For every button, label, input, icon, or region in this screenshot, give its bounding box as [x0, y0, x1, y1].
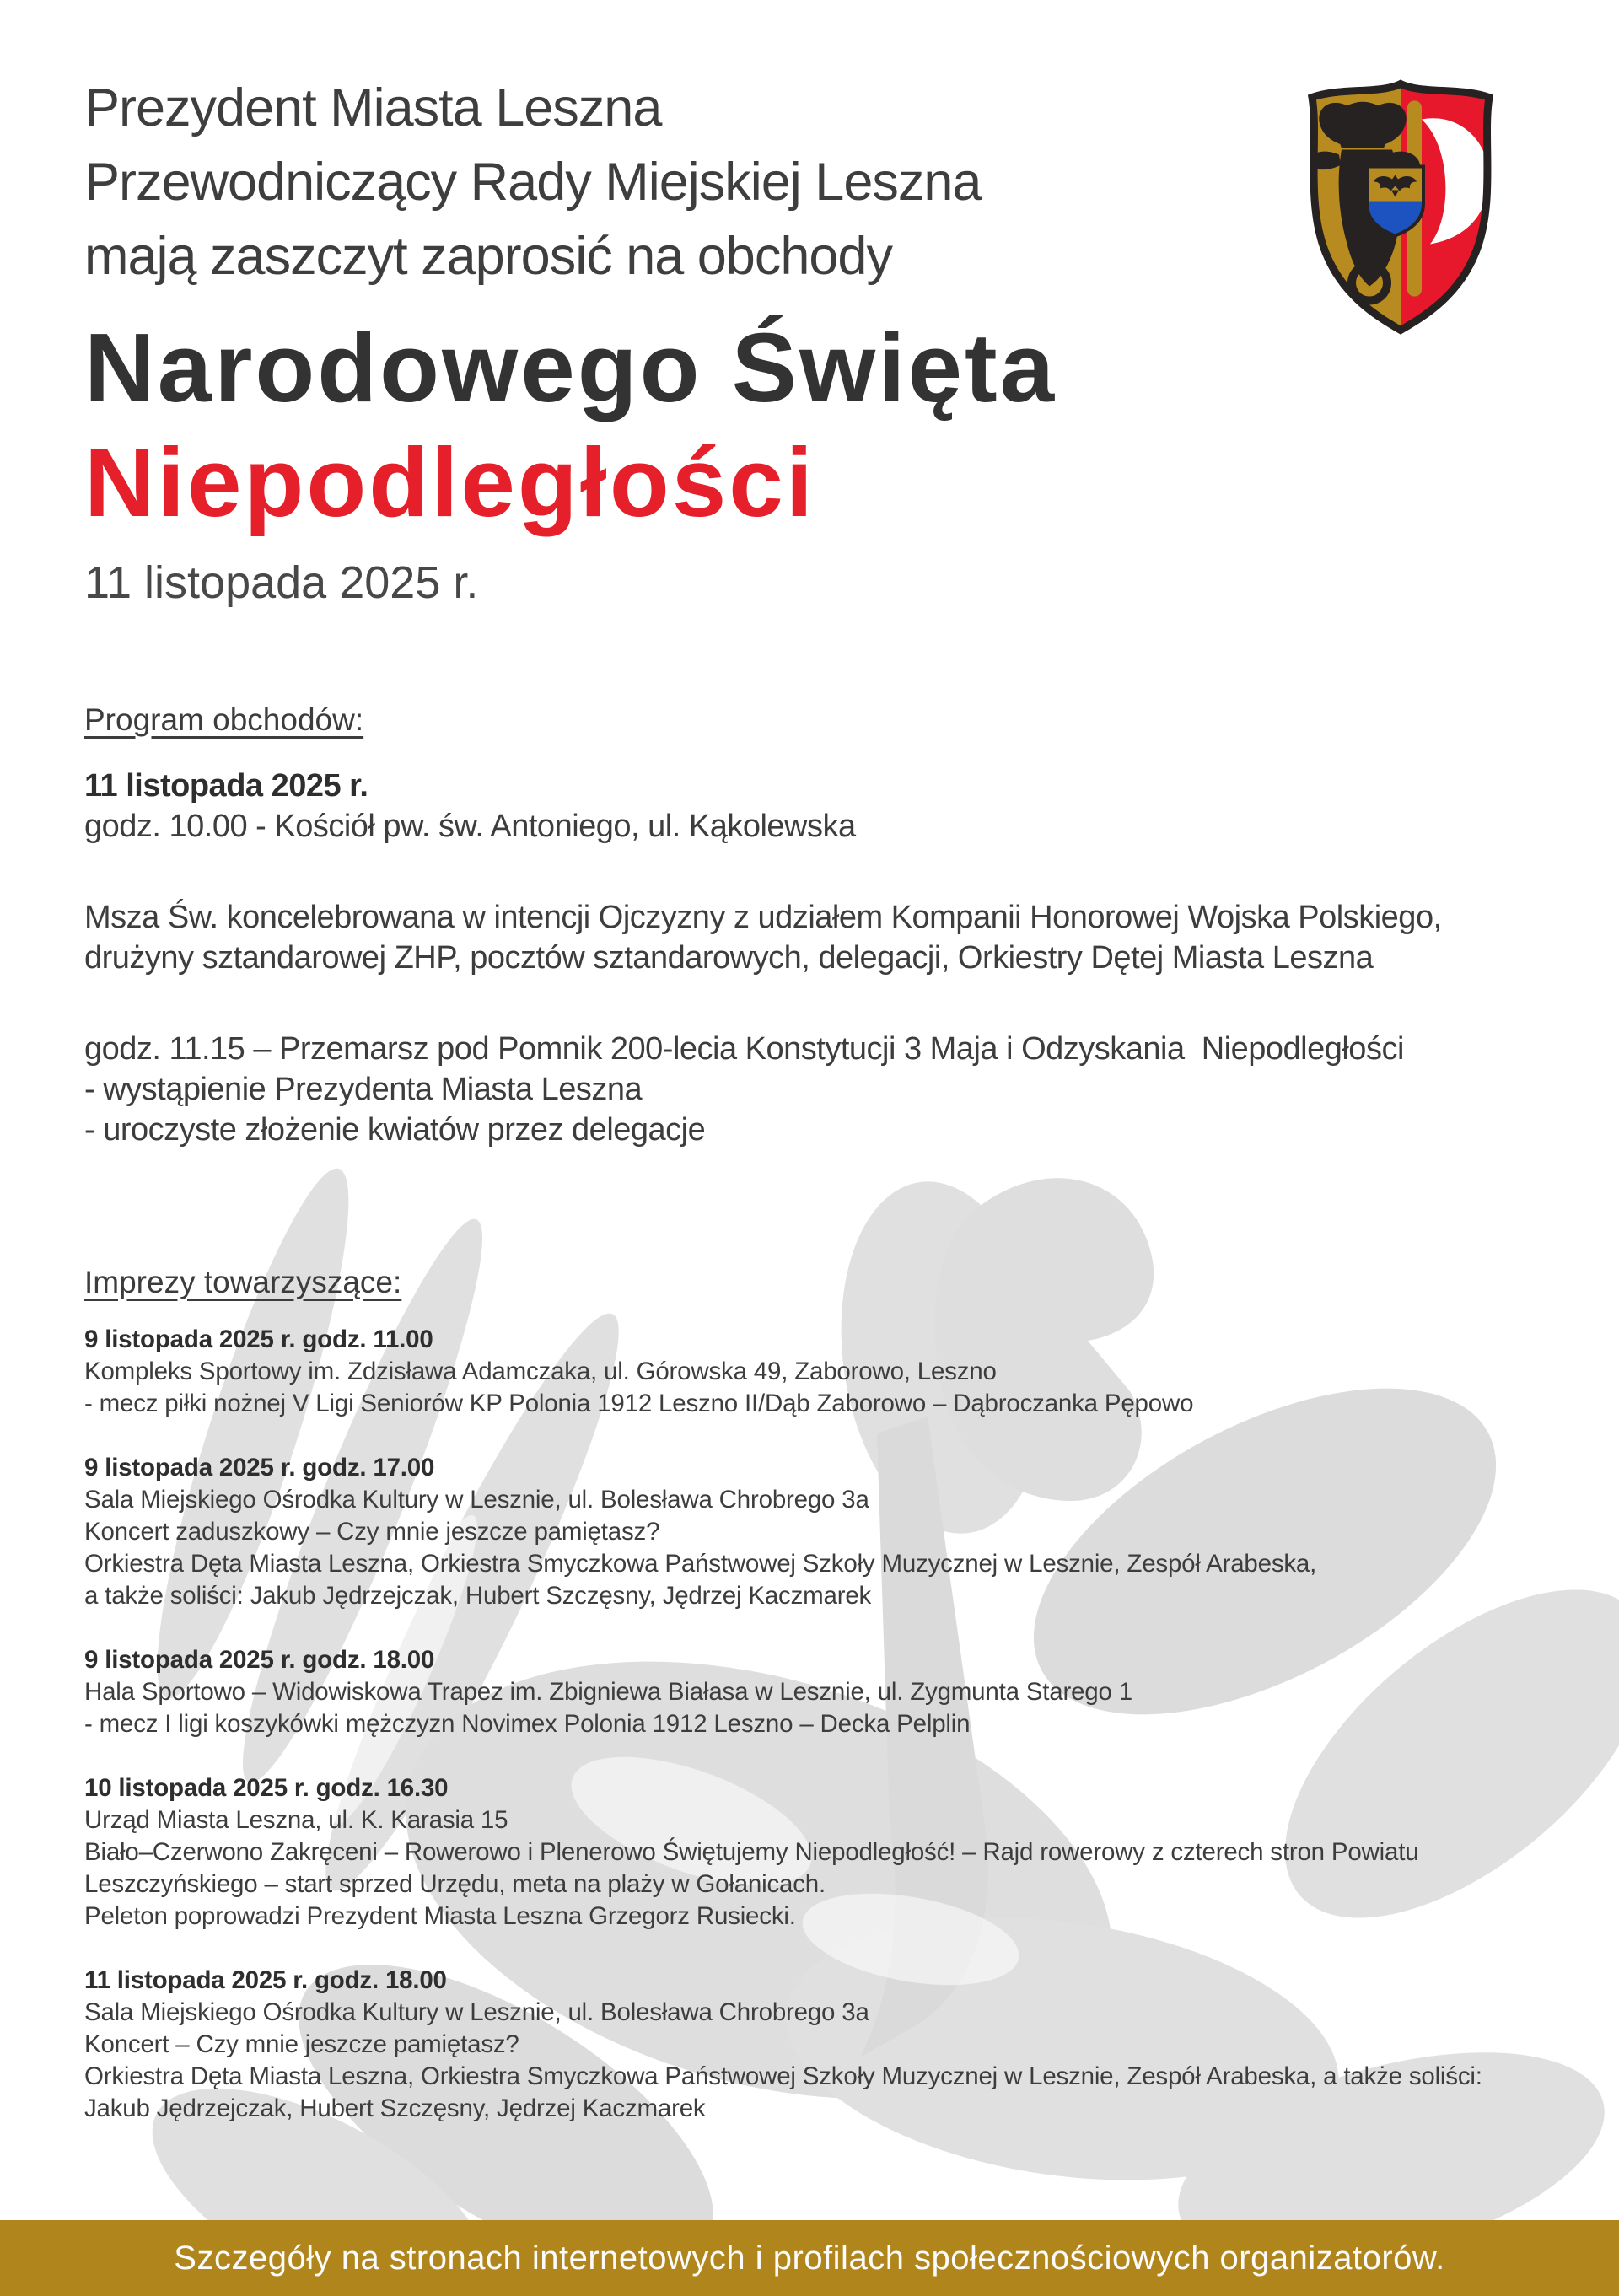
title-line-2: Niepodległości: [84, 427, 816, 537]
program-mass-line-1: Msza Św. koncelebrowana w intencji Ojczyzny z udziałem Kompanii Honorowej Wojska Polskiego,: [84, 900, 1442, 935]
event-title: 9 listopada 2025 r. godz. 17.00: [84, 1454, 435, 1481]
event-line: Sala Miejskiego Ośrodka Kultury w Lesznie, ul. Bolesława Chrobrego 3a: [84, 1998, 869, 2026]
event-line: Urząd Miasta Leszna, ul. K. Karasia 15: [84, 1806, 508, 1834]
event-line: Leszczyńskiego – start sprzed Urzędu, meta na plaży w Gołanicach.: [84, 1870, 826, 1898]
program-time-line: godz. 10.00 - Kościół pw. św. Antoniego, ul. Kąkolewska: [84, 809, 856, 844]
event-line: - mecz piłki nożnej V Ligi Seniorów KP Polonia 1912 Leszno II/Dąb Zaborowo – Dąbroczanka Pępowo: [84, 1390, 1194, 1417]
event-line: Koncert – Czy mnie jeszcze pamiętasz?: [84, 2030, 519, 2058]
event-title: 9 listopada 2025 r. godz. 18.00: [84, 1646, 435, 1674]
event-line: Orkiestra Dęta Miasta Leszna, Orkiestra Smyczkowa Państwowej Szkoły Muzycznej w Lesznie, Zespół Arabeska, a także soliści:: [84, 2062, 1482, 2090]
program-mass-line-2: drużyny sztandarowej ZHP, pocztów sztandarowych, delegacji, Orkiestry Dętej Miasta Leszna: [84, 940, 1374, 976]
program-march-line-2: - wystąpienie Prezydenta Miasta Leszna: [84, 1072, 643, 1107]
program-section-heading: Program obchodów:: [84, 702, 364, 737]
event-line: - mecz I ligi koszykówki mężczyzn Novimex Polonia 1912 Leszno – Decka Pelplin: [84, 1710, 971, 1738]
title-line-1: Narodowego Święta: [84, 313, 1057, 422]
events-list: [84, 1324, 1619, 2157]
program-body: [84, 766, 1619, 1150]
events-section-heading: Imprezy towarzyszące:: [84, 1265, 402, 1299]
event-line: Biało–Czerwono Zakręceni – Rowerowo i Plenerowo Świętujemy Niepodległość! – Rajd rowerowy z czterech stron Powiatu: [84, 1838, 1419, 1866]
footer-note: Szczegóły na stronach internetowych i profilach społecznościowych organizatorów.: [174, 2239, 1445, 2277]
invitation-header: [84, 71, 981, 293]
poster-title: [84, 310, 1057, 609]
header-line-3: mają zaszczyt zaprosić na obchody: [84, 227, 892, 286]
header-line-2: Przewodniczący Rady Miejskiej Leszna: [84, 153, 982, 212]
event-block: [84, 1452, 1619, 1612]
event-block: [84, 1965, 1619, 2125]
event-line: Jakub Jędrzejczak, Hubert Szczęsny, Jędrzej Kaczmarek: [84, 2094, 706, 2122]
event-block: [84, 1324, 1619, 1420]
event-block: [84, 1772, 1619, 1933]
title-date: 11 listopada 2025 r.: [84, 557, 479, 608]
event-block: [84, 1644, 1619, 1740]
event-line: Kompleks Sportowy im. Zdzisława Adamczaka, ul. Górowska 49, Zaborowo, Leszno: [84, 1358, 997, 1385]
event-line: a także soliści: Jakub Jędrzejczak, Hubert Szczęsny, Jędrzej Kaczmarek: [84, 1582, 872, 1610]
event-line: Hala Sportowo – Widowiskowa Trapez im. Zbigniewa Białasa w Lesznie, ul. Zygmunta Starego 1: [84, 1678, 1132, 1706]
event-title: 11 listopada 2025 r. godz. 18.00: [84, 1966, 447, 1994]
program-date-heading: 11 listopada 2025 r.: [84, 768, 368, 804]
footer-bar: [0, 2220, 1619, 2296]
event-title: 9 listopada 2025 r. godz. 11.00: [84, 1325, 433, 1353]
event-line: Orkiestra Dęta Miasta Leszna, Orkiestra Smyczkowa Państwowej Szkoły Muzycznej w Lesznie, Zespół Arabeska,: [84, 1550, 1317, 1578]
event-line: Peleton poprowadzi Prezydent Miasta Leszna Grzegorz Rusiecki.: [84, 1902, 796, 1930]
leszno-coat-of-arms: [1288, 74, 1513, 340]
event-line: Sala Miejskiego Ośrodka Kultury w Lesznie, ul. Bolesława Chrobrego 3a: [84, 1486, 869, 1514]
event-line: Koncert zaduszkowy – Czy mnie jeszcze pamiętasz?: [84, 1518, 660, 1546]
program-march-line-3: - uroczyste złożenie kwiatów przez delegacje: [84, 1112, 706, 1148]
program-march-line-1: godz. 11.15 – Przemarsz pod Pomnik 200-lecia Konstytucji 3 Maja i Odzyskania Niepodległości: [84, 1031, 1404, 1067]
header-line-1: Prezydent Miasta Leszna: [84, 78, 662, 137]
event-title: 10 listopada 2025 r. godz. 16.30: [84, 1774, 449, 1802]
